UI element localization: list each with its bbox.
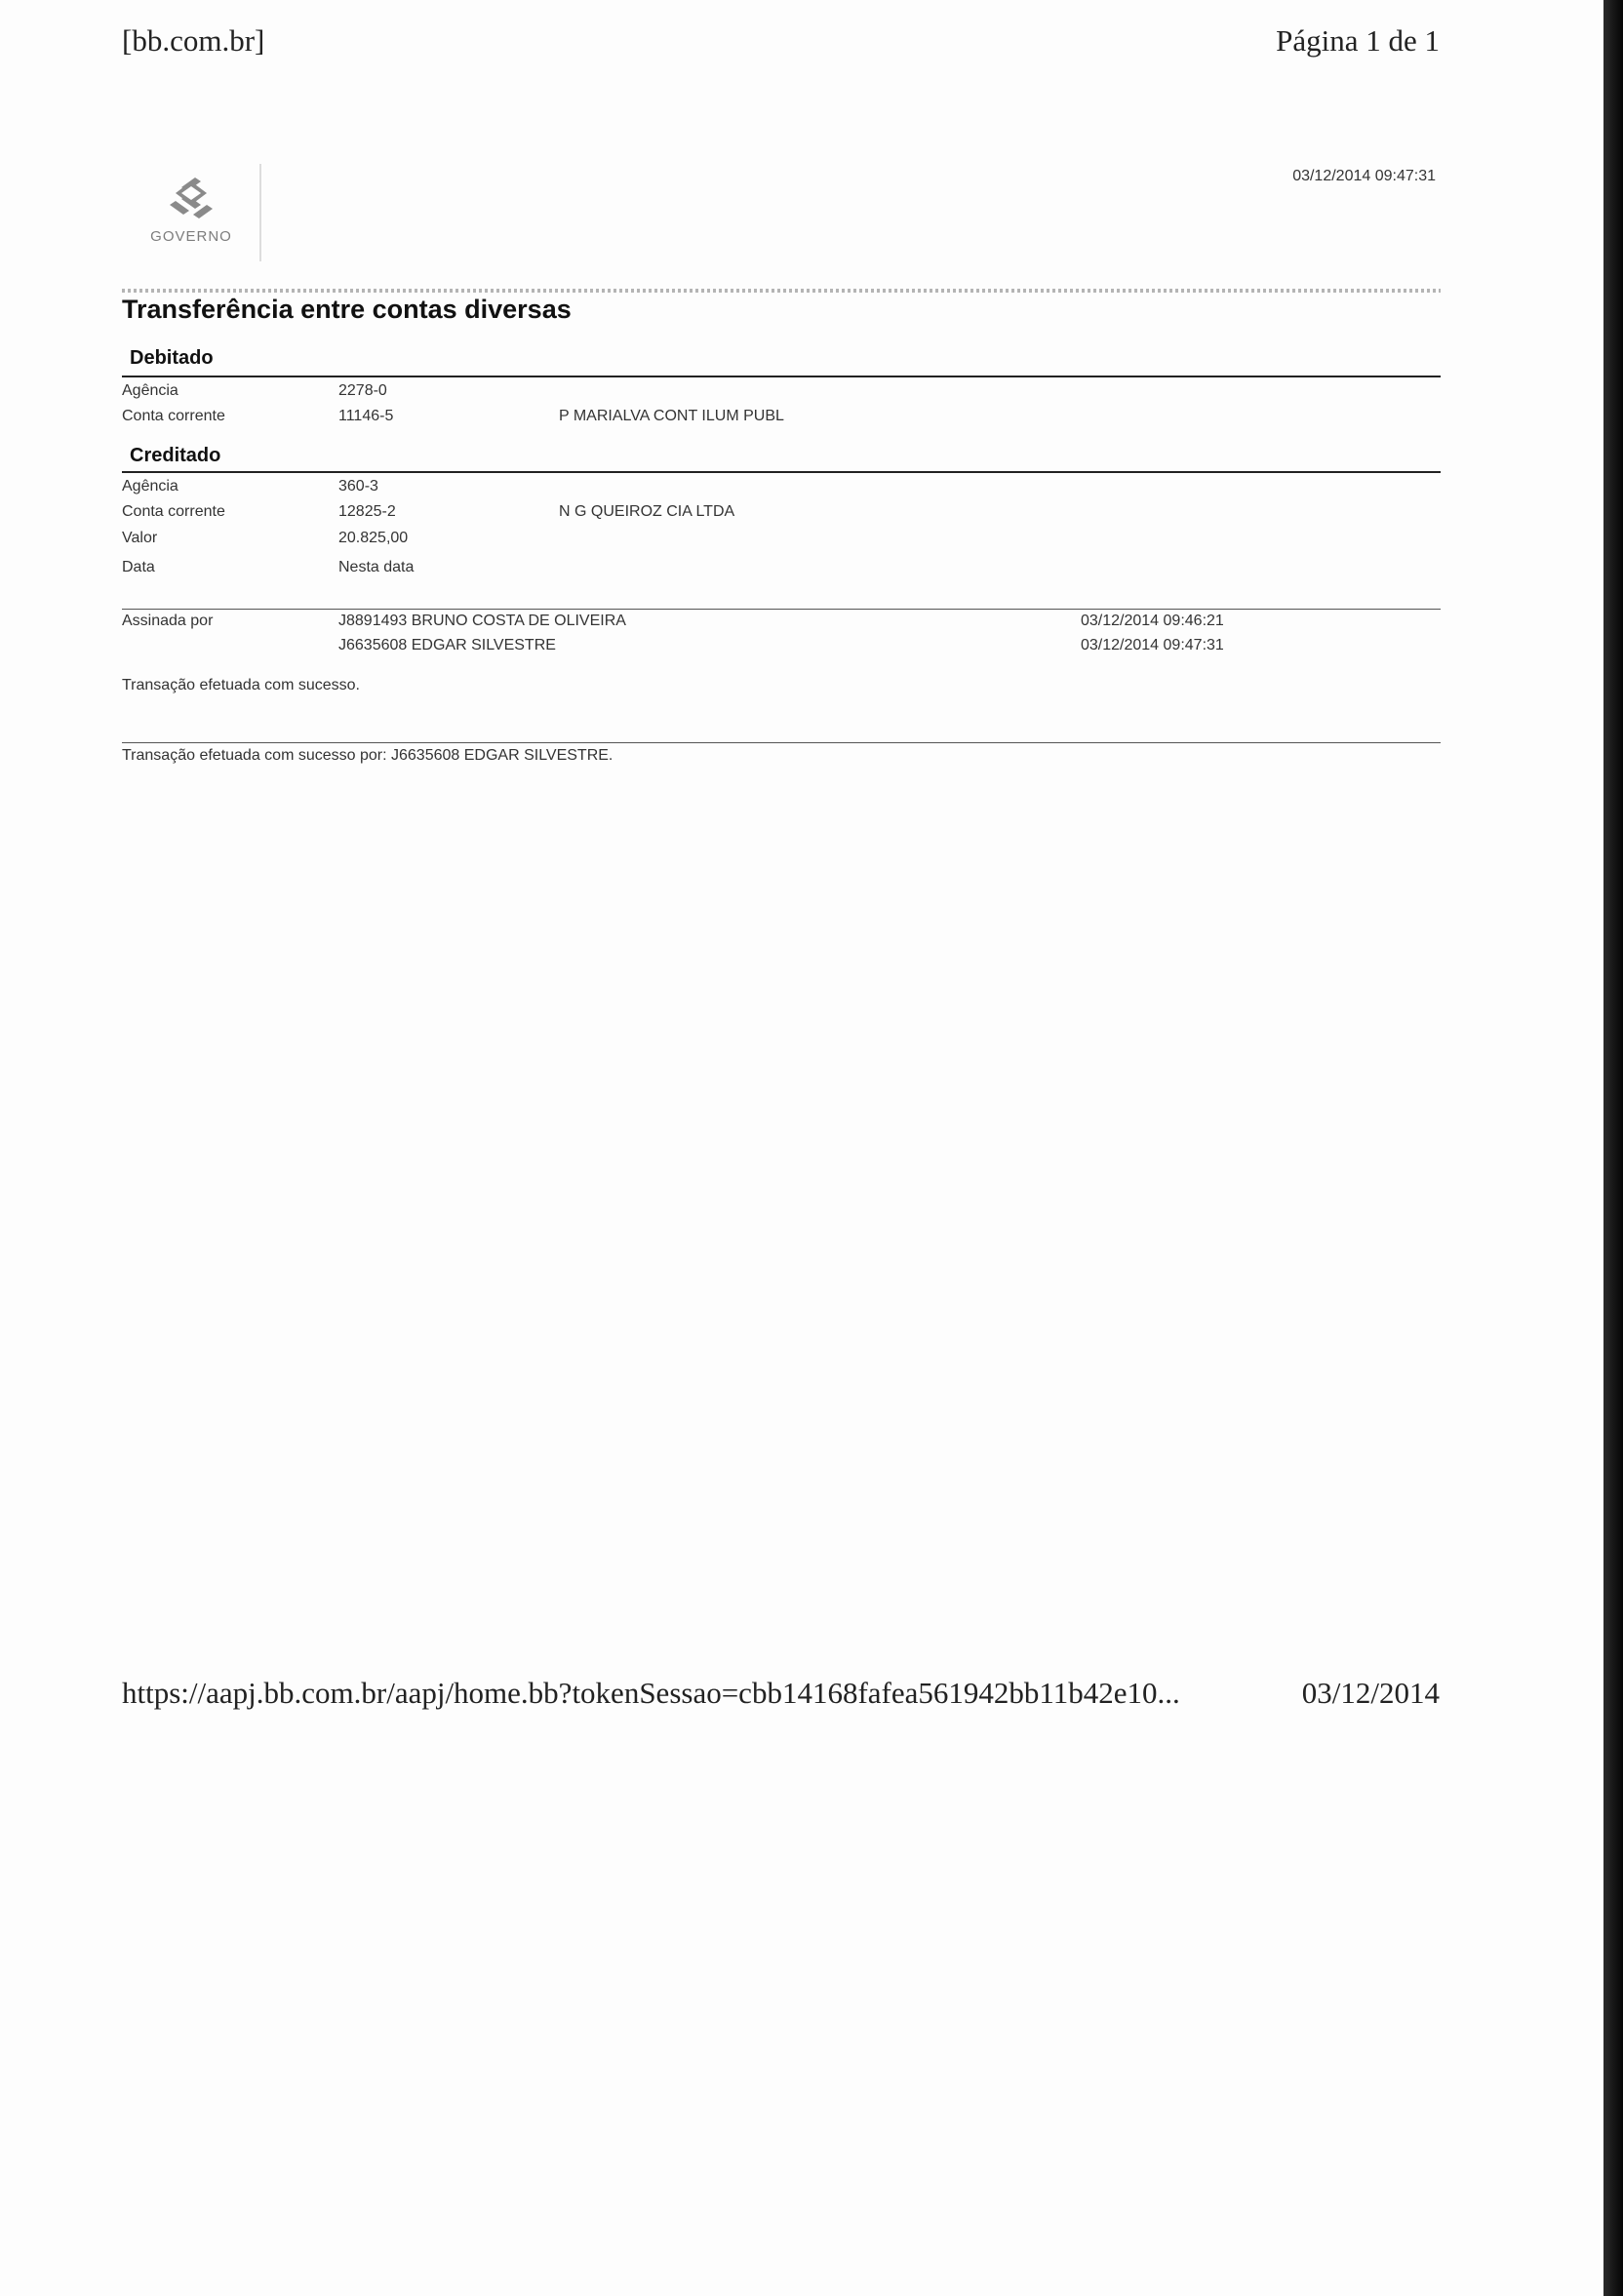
data-label: Data (122, 559, 155, 575)
signer-name: J6635608 EDGAR SILVESTRE (338, 637, 556, 653)
section-divider (122, 376, 1441, 377)
conta-value: 12825-2 (338, 503, 396, 520)
print-footer-date: 03/12/2014 (1301, 1676, 1440, 1710)
creditado-agencia-row (122, 478, 1441, 503)
agencia-label: Agência (122, 382, 178, 399)
bb-governo-logo (125, 164, 261, 261)
data-value: Nesta data (338, 559, 415, 575)
agencia-label: Agência (122, 478, 178, 495)
titular-name: P MARIALVA CONT ILUM PUBL (559, 408, 784, 424)
valor-label: Valor (122, 530, 158, 546)
debitado-conta-row (122, 408, 1441, 433)
creditado-heading: Creditado (130, 445, 221, 466)
print-header-url: [bb.com.br] (122, 23, 265, 58)
data-row (122, 559, 1441, 584)
logo-text: GOVERNO (150, 228, 232, 245)
debitado-heading: Debitado (130, 347, 214, 369)
valor-value: 20.825,00 (338, 530, 409, 546)
section-divider (122, 471, 1441, 473)
dotted-divider (122, 289, 1441, 293)
signer-name: J8891493 BRUNO COSTA DE OLIVEIRA (338, 613, 626, 629)
signer-date: 03/12/2014 09:47:31 (1081, 637, 1224, 653)
titular-name: N G QUEIROZ CIA LTDA (559, 503, 735, 520)
scan-border (1603, 0, 1623, 2296)
page-title: Transferência entre contas diversas (122, 295, 572, 324)
conta-label: Conta corrente (122, 408, 225, 424)
print-timestamp: 03/12/2014 09:47:31 (1292, 168, 1436, 184)
debitado-agencia-row (122, 382, 1441, 408)
status-message: Transação efetuada com sucesso. (122, 677, 360, 693)
conta-label: Conta corrente (122, 503, 225, 520)
creditado-conta-row (122, 503, 1441, 529)
print-header-page-number: Página 1 de 1 (1276, 23, 1440, 58)
footer-divider (122, 742, 1441, 743)
signed-by-label: Assinada por (122, 613, 214, 629)
conta-value: 11146-5 (338, 408, 394, 424)
print-footer-url: https://aapj.bb.com.br/aapj/home.bb?tokenSessao=cbb14168fafea561942bb11b42e10... (122, 1676, 1180, 1710)
signer-date: 03/12/2014 09:46:21 (1081, 613, 1224, 629)
valor-row (122, 530, 1441, 555)
bb-logo-icon (168, 172, 215, 222)
agencia-value: 2278-0 (338, 382, 387, 399)
agencia-value: 360-3 (338, 478, 378, 495)
signature-divider (122, 609, 1441, 610)
status-footer-message: Transação efetuada com sucesso por: J6635608 EDGAR SILVESTRE. (122, 747, 614, 764)
